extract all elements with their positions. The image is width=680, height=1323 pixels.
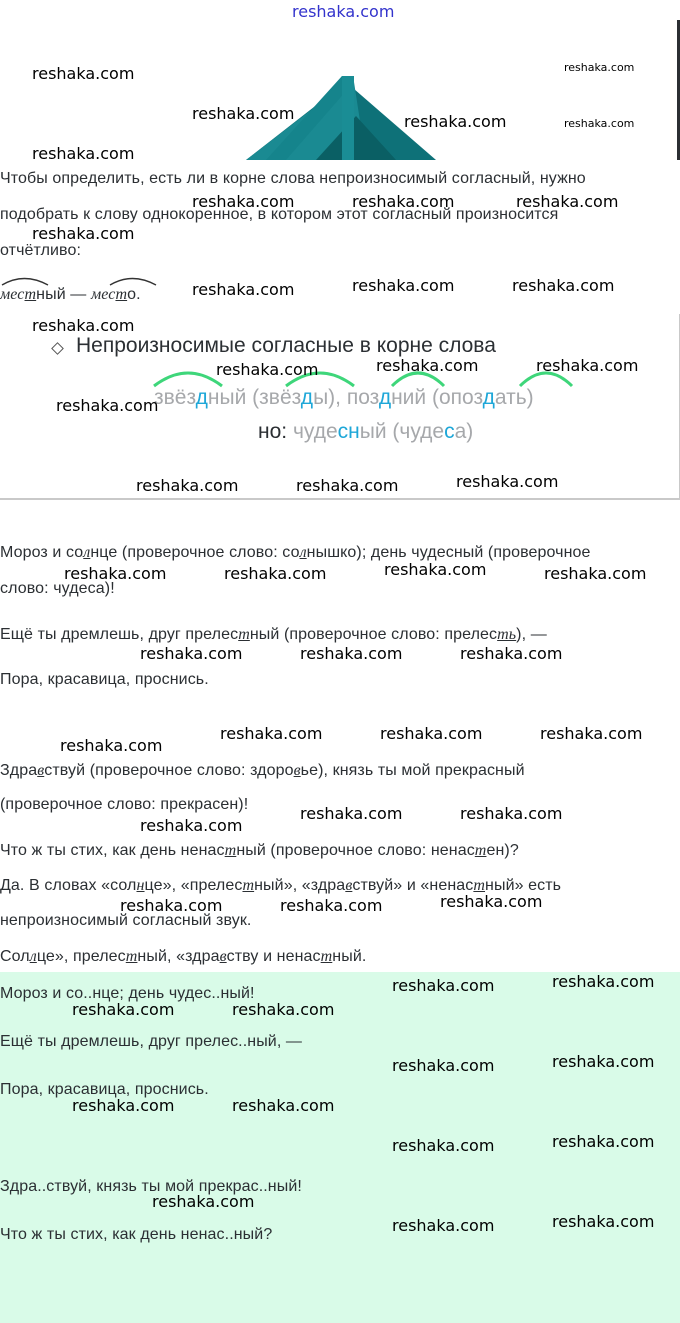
watermark: reshaka.com: [32, 144, 135, 163]
example-ending: о.: [127, 286, 141, 303]
answer-line: Пора, красавица, проснись.: [0, 671, 209, 688]
watermark: reshaka.com: [140, 644, 243, 663]
watermark: reshaka.com: [384, 560, 487, 579]
watermark: reshaka.com: [220, 724, 323, 743]
answer-line: Мороз и солнце (проверочное слово: солнышко); день чудесный (проверочное: [0, 544, 591, 561]
watermark: reshaka.com: [352, 192, 455, 211]
watermark: reshaka.com: [540, 724, 643, 743]
intro-line: Чтобы определить, есть ли в корне слова непроизносимый согласный, нужно: [0, 170, 586, 187]
watermark: reshaka.com: [280, 896, 383, 915]
exercise-line: Пора, красавица, проснись.: [0, 1081, 209, 1098]
watermark: reshaka.com: [544, 564, 647, 583]
example-word: мес: [0, 286, 25, 303]
watermark: reshaka.com: [512, 276, 615, 295]
exercise-line: Ещё ты дремлешь, друг прелес..ный, —: [0, 1033, 303, 1050]
watermark: reshaka.com: [456, 472, 559, 491]
site-link[interactable]: reshaka.com: [292, 2, 395, 21]
intro-line: подобрать к слову однокоренное, в котором этот согласный произносится: [0, 206, 559, 223]
watermark: reshaka.com: [552, 1052, 655, 1071]
watermark: reshaka.com: [300, 804, 403, 823]
watermark: reshaka.com: [460, 804, 563, 823]
answer-line: Да. В словах «солнце», «прелестный», «здравствуй» и «ненастный» есть: [0, 877, 562, 894]
intro-line: отчётливо:: [0, 242, 82, 259]
watermark: reshaka.com: [392, 1216, 495, 1235]
watermark: reshaka.com: [552, 1132, 655, 1151]
rule-example-line: звёздный (звёзды), поздний (опоздать): [154, 386, 534, 409]
watermark: reshaka.com: [440, 892, 543, 911]
watermark: reshaka.com: [32, 316, 135, 335]
watermark: reshaka.com: [392, 1056, 495, 1075]
watermark: reshaka.com: [192, 104, 295, 123]
watermark: reshaka.com: [536, 356, 639, 375]
watermark: reshaka.com: [380, 724, 483, 743]
watermark: reshaka.com: [564, 61, 635, 74]
watermark: reshaka.com: [300, 644, 403, 663]
watermark: reshaka.com: [56, 396, 159, 415]
rule-exception-line: но: чудесный (чудеса): [258, 420, 474, 443]
answer-line: слово: чудеса)!: [0, 580, 115, 597]
intro-example: [0, 286, 141, 304]
watermark: reshaka.com: [32, 224, 135, 243]
answer-line: Соллце», прелестный, «здравству и ненастный.: [0, 948, 367, 965]
example-letter: т: [24, 286, 37, 303]
watermark: reshaka.com: [192, 280, 295, 299]
watermark: reshaka.com: [516, 192, 619, 211]
watermark: reshaka.com: [32, 64, 135, 83]
watermark: reshaka.com: [376, 356, 479, 375]
watermark: reshaka.com: [552, 1212, 655, 1231]
watermark: reshaka.com: [140, 816, 243, 835]
watermark: reshaka.com: [404, 112, 507, 131]
watermark: reshaka.com: [216, 360, 319, 379]
watermark: reshaka.com: [564, 117, 635, 130]
rule-title: Непроизносимые согласные в корне слова: [76, 334, 496, 357]
watermark: reshaka.com: [136, 476, 239, 495]
watermark: reshaka.com: [152, 1192, 255, 1211]
watermark: reshaka.com: [552, 972, 655, 991]
answer-line: Что ж ты стих, как день ненастный (проверочное слово: ненастен)?: [0, 842, 519, 859]
watermark: reshaka.com: [72, 1000, 175, 1019]
answer-line: Ещё ты дремлешь, друг прелестный (проверочное слово: прелесть), —: [0, 626, 547, 643]
answer-line: непроизносимый согласный звук.: [0, 912, 252, 929]
exercise-line: Что ж ты стих, как день ненас..ный?: [0, 1226, 273, 1243]
example-ending: ный —: [36, 286, 91, 303]
watermark: reshaka.com: [352, 276, 455, 295]
root-arc: [0, 274, 52, 286]
watermark: reshaka.com: [392, 976, 495, 995]
watermark: reshaka.com: [72, 1096, 175, 1115]
watermark: reshaka.com: [460, 644, 563, 663]
watermark: reshaka.com: [232, 1096, 335, 1115]
watermark: reshaka.com: [60, 736, 163, 755]
example-word: мес: [90, 286, 116, 303]
watermark: reshaka.com: [64, 564, 167, 583]
exercise-line: Здра..ствуй, князь ты мой прекрас..ный!: [0, 1178, 302, 1195]
answer-line: Здравствуй (проверочное слово: здоровье), князь ты мой прекрасный: [0, 762, 525, 779]
exercise-line: Мороз и со..нце; день чудес..ный!: [0, 985, 255, 1002]
watermark: reshaka.com: [392, 1136, 495, 1155]
watermark: reshaka.com: [224, 564, 327, 583]
watermark: reshaka.com: [232, 1000, 335, 1019]
root-arc: [108, 274, 160, 286]
example-letter: т: [115, 286, 128, 303]
watermark: reshaka.com: [120, 896, 223, 915]
answer-line: (проверочное слово: прекрасен)!: [0, 796, 249, 813]
watermark: reshaka.com: [192, 192, 295, 211]
watermark: reshaka.com: [296, 476, 399, 495]
